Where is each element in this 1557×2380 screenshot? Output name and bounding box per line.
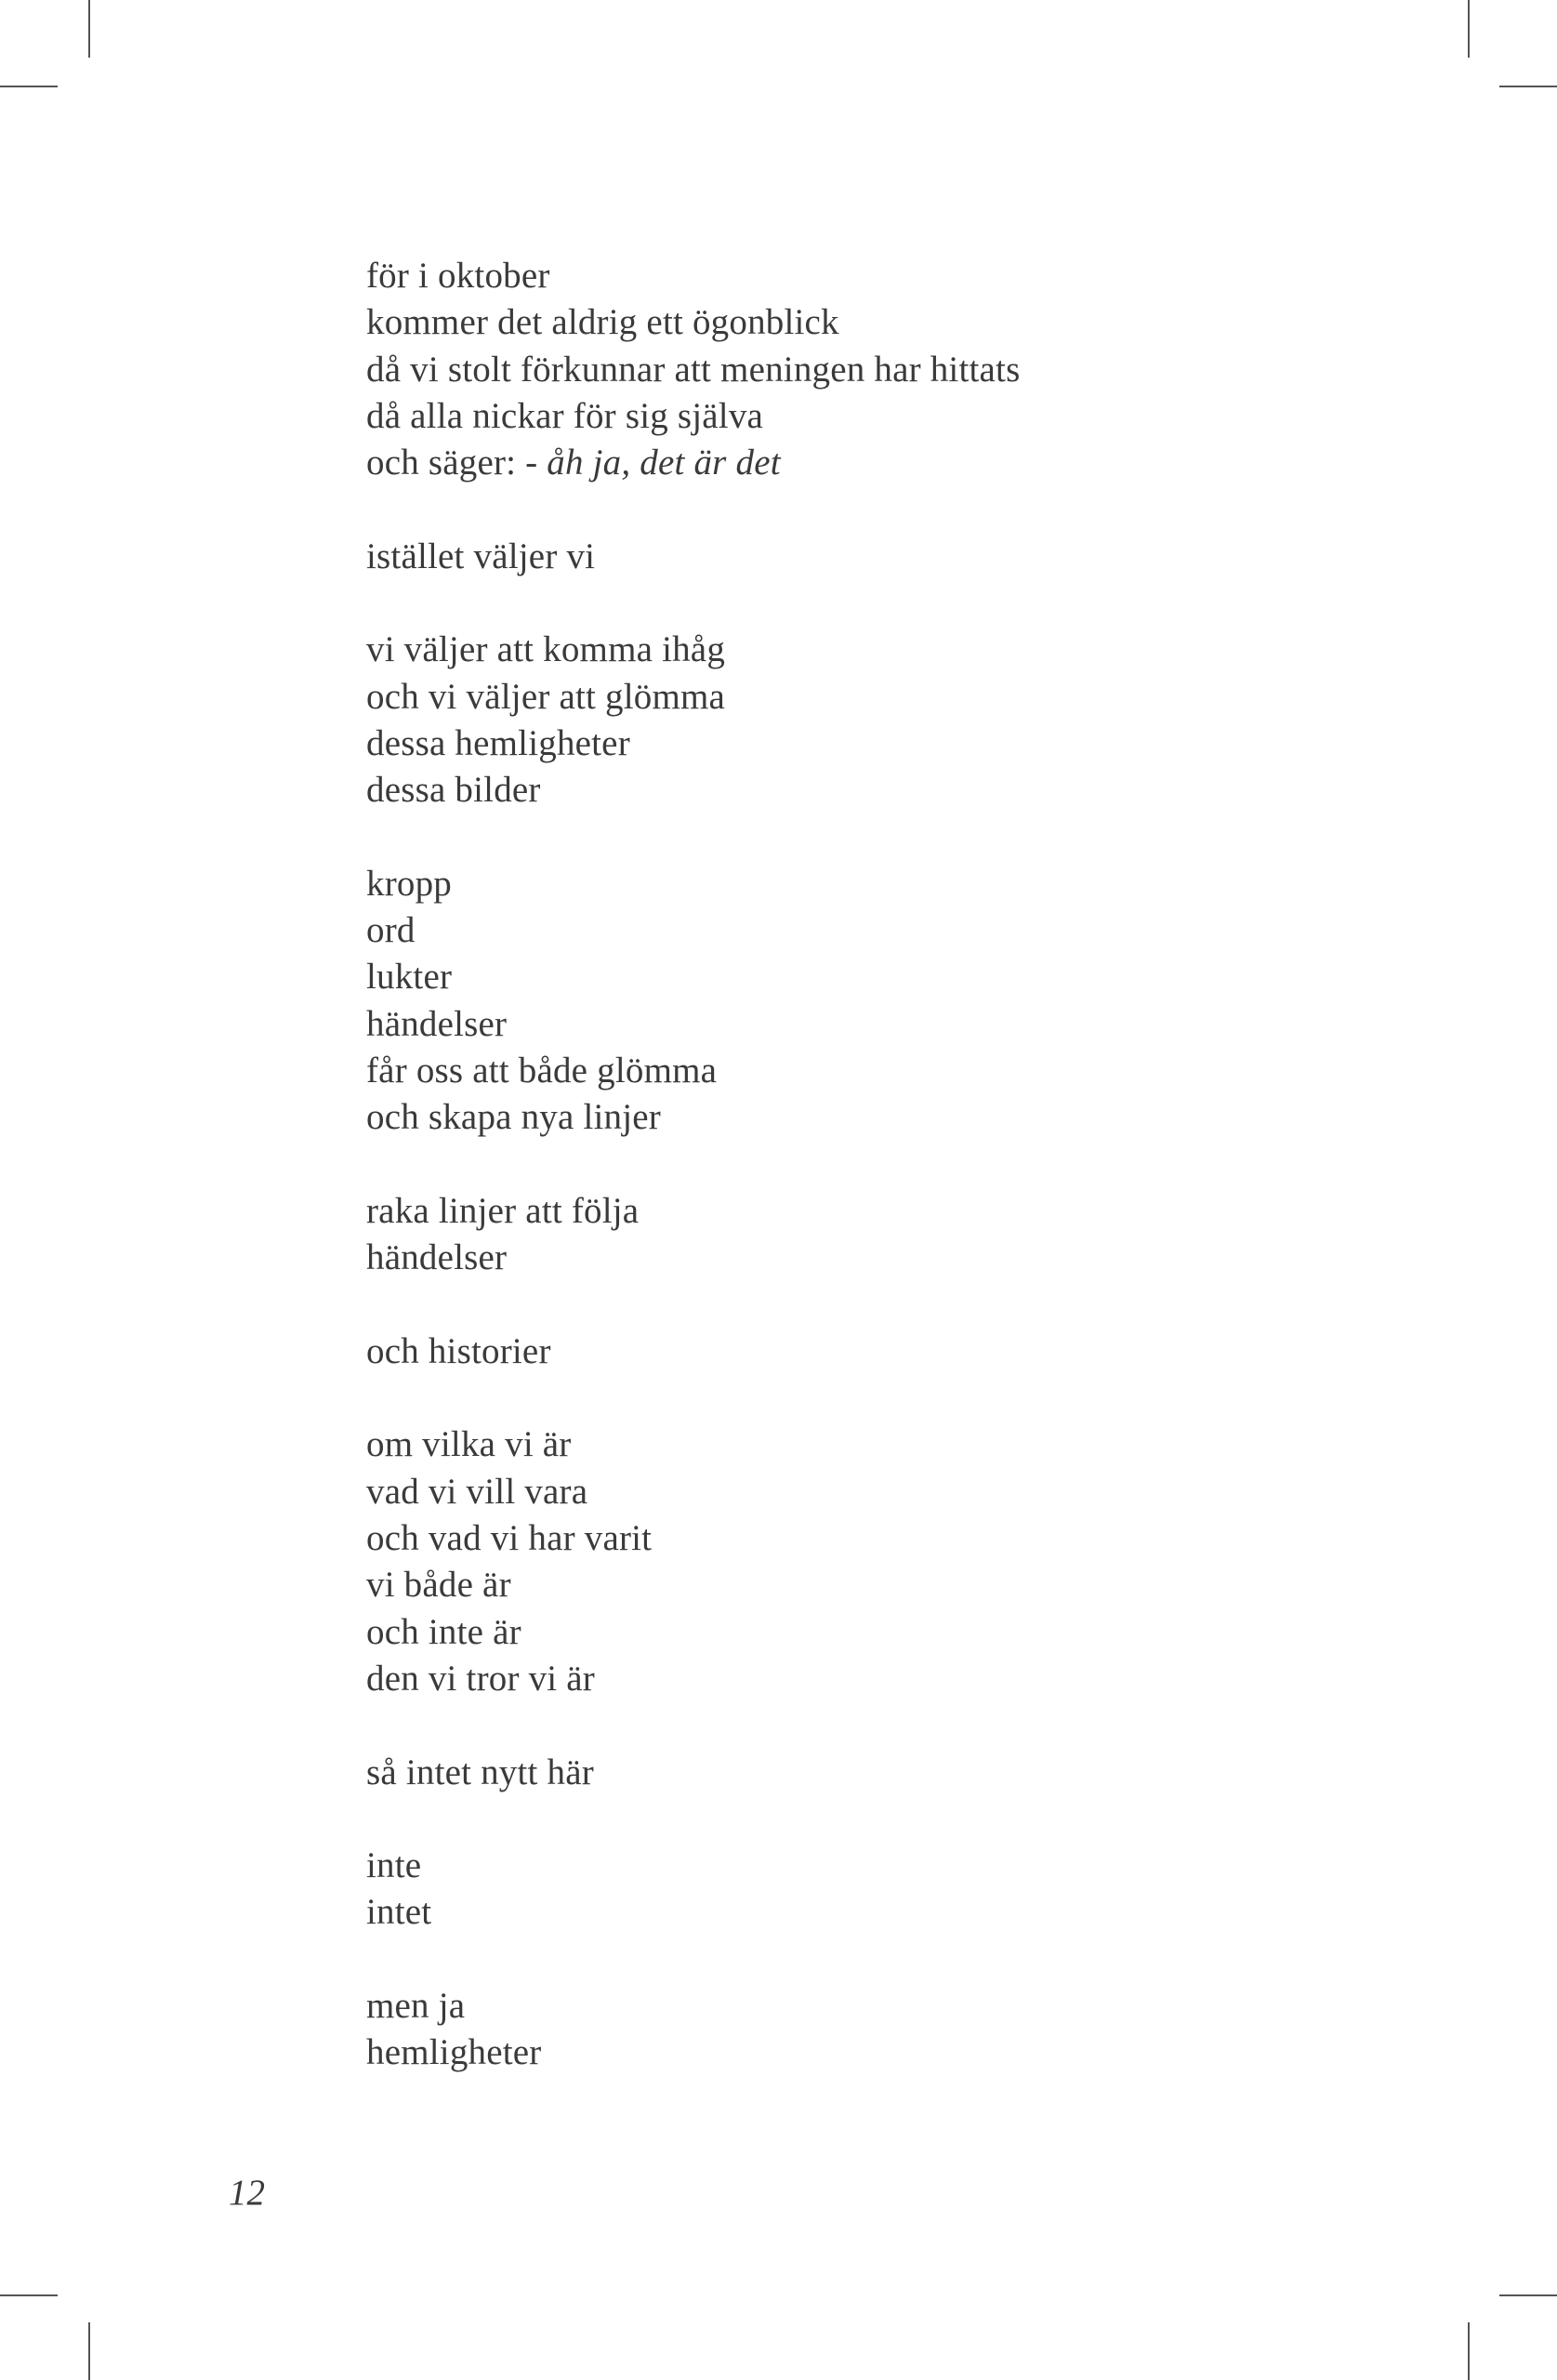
poem-line: och vi väljer att glömma (366, 676, 726, 717)
stanza (366, 534, 1296, 580)
stanza (366, 1983, 1296, 2077)
poem-line: dessa hemligheter (366, 722, 630, 763)
crop-mark-top-left-vertical (88, 0, 90, 58)
poem-line: och skapa nya linjer (366, 1097, 661, 1138)
poem-line: vi väljer att komma ihåg (366, 629, 726, 670)
stanza (366, 1188, 1296, 1282)
poem-line: och historier (366, 1330, 551, 1371)
poem-line: den vi tror vi är (366, 1658, 595, 1699)
poem-line: och vad vi har varit (366, 1518, 653, 1559)
stanza (366, 253, 1296, 486)
poem-line: kommer det aldrig ett ögonblick (366, 302, 839, 343)
poem-line: lukter (366, 957, 453, 998)
stanza (366, 861, 1296, 1142)
poem-line: då vi stolt förkunnar att meningen har hittats (366, 349, 1021, 390)
poem-line: då alla nickar för sig själva (366, 395, 764, 436)
poem-body (366, 253, 1296, 2077)
crop-mark-bottom-left-vertical (88, 2322, 90, 2380)
poem-line: händelser (366, 1003, 508, 1044)
poem-line: händelser (366, 1237, 508, 1278)
stanza (366, 627, 1296, 813)
page-number: 12 (229, 2173, 265, 2213)
poem-line: om vilka vi är (366, 1424, 572, 1465)
poem-line: och inte är (366, 1611, 521, 1652)
poem-line: vi både är (366, 1565, 511, 1606)
poem-line: så intet nytt här (366, 1752, 594, 1792)
poem-line: raka linjer att följa (366, 1190, 640, 1231)
poem-line: men ja (366, 1985, 466, 2026)
crop-mark-top-right-vertical (1468, 0, 1470, 58)
poem-line: istället väljer vi (366, 536, 596, 576)
poem-line: för i oktober (366, 256, 550, 296)
crop-mark-bottom-right-horizontal (1499, 2294, 1557, 2296)
poem-line: inte (366, 1845, 422, 1886)
poem-line-with-quote (366, 440, 1296, 486)
stanza (366, 1843, 1296, 1937)
crop-mark-top-left-horizontal (0, 86, 58, 87)
poem-line: intet (366, 1892, 432, 1933)
poem-line: får oss att både glömma (366, 1051, 718, 1091)
poem-line-plain-part: och säger: - (366, 443, 548, 483)
poem-line: hemligheter (366, 2032, 542, 2073)
stanza (366, 1329, 1296, 1375)
stanza (366, 1750, 1296, 1796)
poem-line: ord (366, 910, 416, 951)
poem-line: vad vi vill vara (366, 1471, 588, 1512)
poem-line: kropp (366, 863, 452, 904)
poem-line-italic-part: åh ja, det är det (547, 443, 781, 483)
crop-mark-bottom-right-vertical (1468, 2322, 1470, 2380)
poem-line: dessa bilder (366, 770, 541, 811)
crop-mark-top-right-horizontal (1499, 86, 1557, 87)
stanza (366, 1421, 1296, 1702)
crop-mark-bottom-left-horizontal (0, 2294, 58, 2296)
